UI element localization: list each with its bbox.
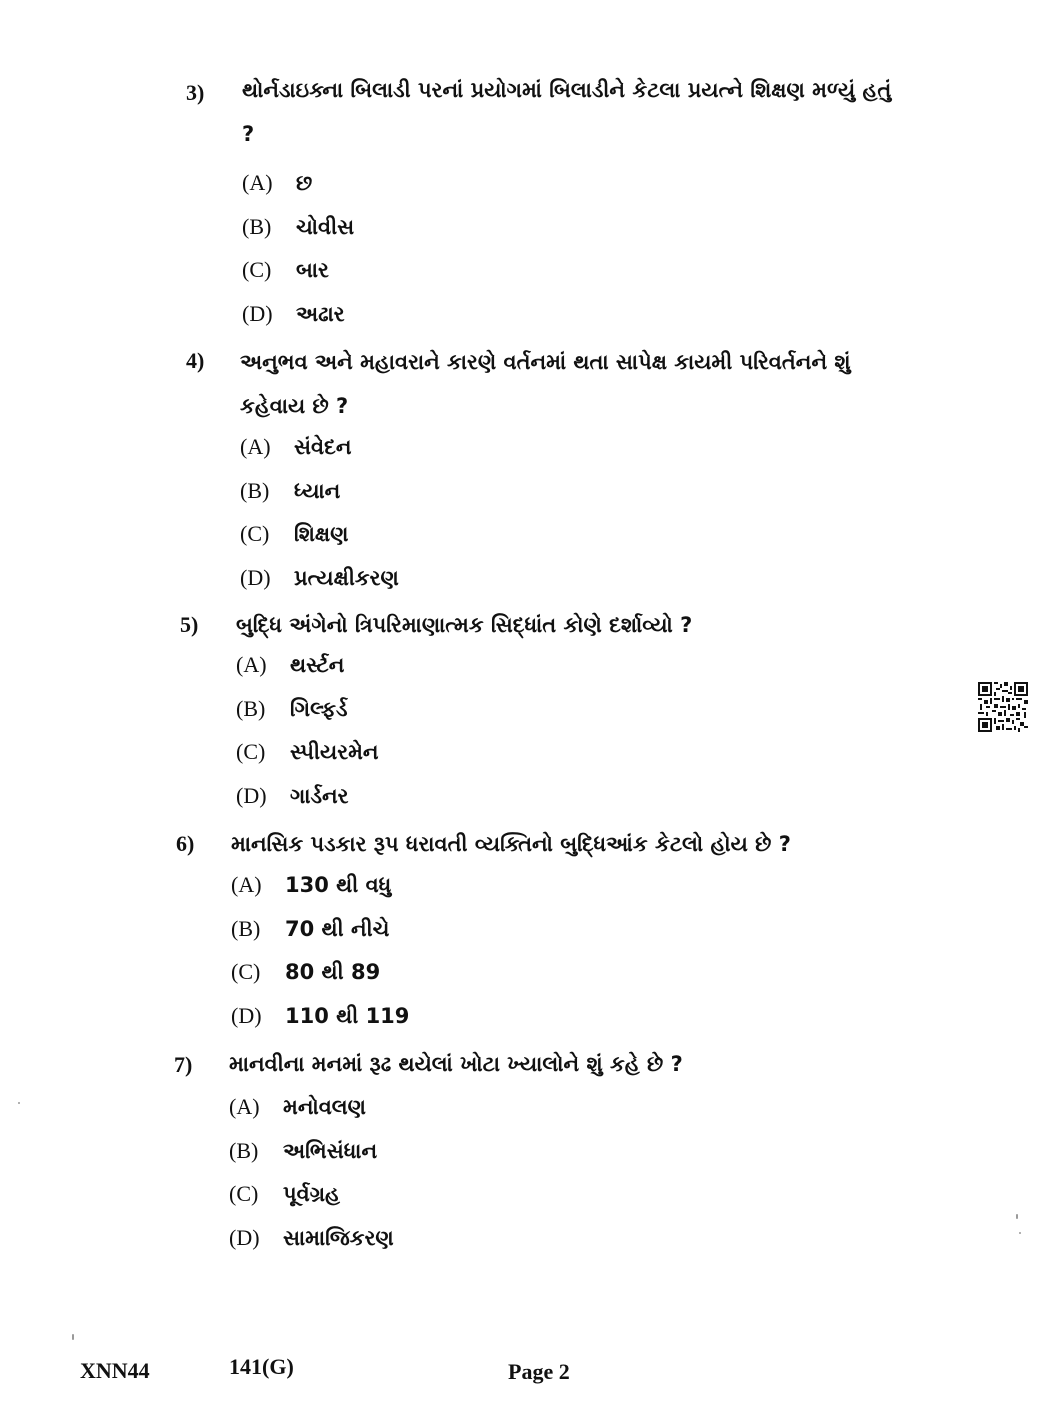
- options-list: [242, 168, 354, 342]
- question-number: 4): [186, 348, 205, 373]
- option-c: [229, 1179, 394, 1223]
- option-label: (A): [242, 170, 273, 195]
- option-a: [229, 1092, 394, 1136]
- footer-paper-number: 141(G): [229, 1354, 294, 1379]
- option-d: [236, 781, 379, 825]
- option-text: ગિલ્ફર્ડ: [290, 696, 348, 721]
- options-list: [229, 1092, 394, 1266]
- option-d: [240, 563, 399, 607]
- option-c: [240, 519, 399, 563]
- footer-page-number: Page 2: [508, 1359, 570, 1384]
- option-text: ધ્યાન: [294, 478, 341, 503]
- option-text: અભિસંધાન: [283, 1138, 378, 1163]
- option-a: [242, 168, 354, 212]
- option-text: 80 થી 89: [285, 960, 381, 985]
- scan-speck: [18, 1102, 20, 1104]
- option-label: (B): [242, 213, 272, 239]
- option-text: 70 થી નીચે: [285, 916, 390, 941]
- option-text: થર્સ્ટન: [290, 653, 345, 677]
- scan-speck: [72, 1334, 74, 1340]
- option-label: (A): [229, 1094, 260, 1119]
- option-text: સામાજિકરણ: [283, 1225, 394, 1250]
- option-text: સ્પીયરમેન: [290, 740, 379, 765]
- option-text: ચોવીસ: [296, 214, 355, 239]
- option-c: [242, 255, 354, 299]
- option-label: (D): [240, 564, 271, 590]
- option-text: છ: [296, 171, 313, 195]
- option-a: [236, 650, 379, 694]
- option-text: પ્રત્યક્ષીકરણ: [294, 565, 399, 590]
- option-label: (B): [229, 1137, 259, 1163]
- option-label: (D): [229, 1224, 260, 1250]
- option-d: [229, 1223, 394, 1267]
- option-label: (C): [231, 959, 261, 985]
- option-d: [231, 1001, 409, 1045]
- option-a: [240, 432, 399, 476]
- options-list: [231, 870, 409, 1044]
- question-text: બુદ્ધિ અંગેનો ત્રિપરિમાણાત્મક સિદ્ધાંત કોણે દર્શાવ્યો ?: [236, 613, 693, 637]
- option-text: ગાર્ડનર: [290, 783, 349, 808]
- question-number: 5): [180, 612, 199, 637]
- footer-code: XNN44: [80, 1358, 150, 1383]
- option-a: [231, 870, 409, 914]
- option-label: (C): [236, 739, 266, 765]
- option-text: 130 થી વધુ: [285, 873, 392, 897]
- option-label: (D): [231, 1002, 262, 1028]
- question-number: 7): [174, 1052, 193, 1077]
- option-label: (C): [229, 1181, 259, 1207]
- option-text: બાર: [296, 258, 329, 283]
- option-b: [242, 212, 354, 256]
- question-number: 6): [176, 831, 195, 856]
- question-text: માનસિક પડકાર રૂપ ધરાવતી વ્યક્તિનો બુદ્ધિઆંક કેટલો હોય છે ?: [231, 832, 791, 856]
- option-label: (B): [236, 695, 266, 721]
- option-label: (A): [240, 434, 271, 459]
- option-b: [240, 476, 399, 520]
- option-c: [231, 957, 409, 1001]
- option-b: [236, 694, 379, 738]
- option-text: 110 થી 119: [285, 1003, 410, 1028]
- options-list: [240, 432, 399, 606]
- option-label: (D): [236, 782, 267, 808]
- option-d: [242, 299, 354, 343]
- option-text: પૂર્વગ્રહ: [283, 1182, 340, 1207]
- option-text: સંવેદન: [294, 435, 352, 459]
- option-text: મનોવલણ: [283, 1095, 366, 1119]
- scan-speck: [1016, 1214, 1018, 1219]
- question-text: અનુભવ અને મહાવરાને કારણે વર્તનમાં થતા સાપેક્ષ કાયમી પરિવર્તનને શું કહેવાય છે ?: [240, 350, 851, 418]
- option-label: (D): [242, 300, 273, 326]
- option-label: (B): [231, 915, 261, 941]
- option-label: (C): [242, 257, 272, 283]
- option-text: અઢાર: [296, 301, 345, 326]
- question-text: થોર્નડાઇક્ના બિલાડી પરનાં પ્રયોગમાં બિલાડીને કેટલા પ્રયત્ને શિક્ષણ મળ્યું હતું ?: [242, 78, 892, 146]
- qr-code-icon: [978, 682, 1028, 732]
- option-b: [229, 1136, 394, 1180]
- options-list: [236, 650, 379, 824]
- option-label: (A): [231, 872, 262, 897]
- option-c: [236, 737, 379, 781]
- option-text: શિક્ષણ: [294, 522, 349, 547]
- question-number: 3): [186, 80, 205, 105]
- scan-speck: [1019, 1232, 1021, 1234]
- option-label: (A): [236, 652, 267, 677]
- option-b: [231, 914, 409, 958]
- option-label: (B): [240, 477, 270, 503]
- question-text: માનવીના મનમાં રૂઢ થયેલાં ખોટા ખ્યાલોને શું કહે છે ?: [229, 1052, 683, 1076]
- option-label: (C): [240, 521, 270, 547]
